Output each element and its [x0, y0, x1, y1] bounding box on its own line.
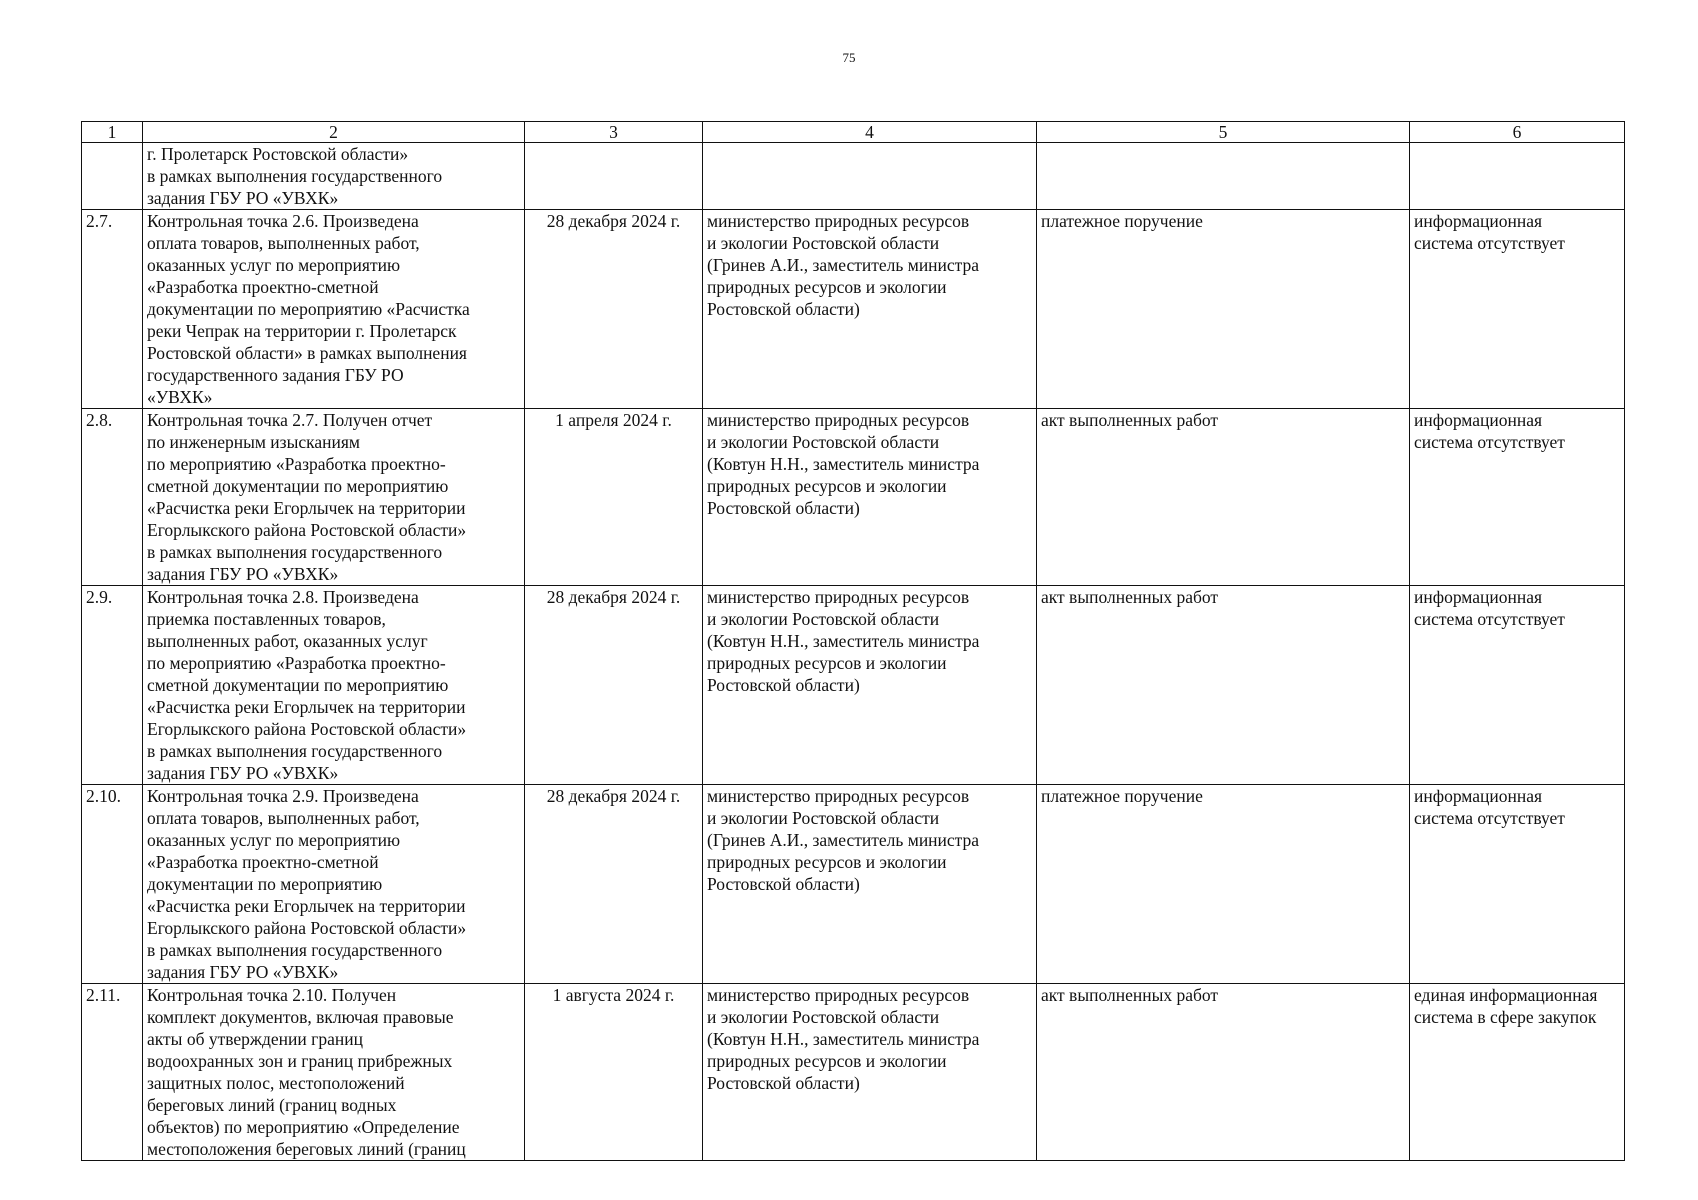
plan-table	[81, 121, 1625, 1161]
row-date: 28 декабря 2024 г.	[525, 785, 703, 984]
table-row	[82, 785, 1625, 984]
table-row	[82, 409, 1625, 586]
table-row	[82, 210, 1625, 409]
row-date: 1 апреля 2024 г.	[525, 409, 703, 586]
column-header: 4	[703, 122, 1037, 143]
column-header: 5	[1037, 122, 1410, 143]
row-number: 2.10.	[82, 785, 143, 984]
row-info-system: информационная система отсутствует	[1410, 210, 1625, 409]
row-responsible: министерство природных ресурсов и экологии Ростовской области (Гринев А.И., заместитель министра природных ресурсов и экологии Ростовской области)	[703, 210, 1037, 409]
row-description: Контрольная точка 2.7. Получен отчет по инженерным изысканиям по мероприятию «Разработка проектно- сметной документации по мероприятию «Расчистка реки Егорлычек на территории Егорлыкского района Ростовской области» в рамках выполнения государственного задания ГБУ РО «УВХК»	[143, 409, 525, 586]
row-document: акт выполненных работ	[1037, 586, 1410, 785]
row-number: 2.11.	[82, 984, 143, 1161]
row-description: Контрольная точка 2.6. Произведена оплата товаров, выполненных работ, оказанных услуг по мероприятию «Разработка проектно-сметной документации по мероприятию «Расчистка реки Чепрак на территории г. Пролетарск Ростовской области» в рамках выполнения государственного задания ГБУ РО «УВХК»	[143, 210, 525, 409]
row-responsible: министерство природных ресурсов и экологии Ростовской области (Гринев А.И., заместитель министра природных ресурсов и экологии Ростовской области)	[703, 785, 1037, 984]
row-date: 28 декабря 2024 г.	[525, 586, 703, 785]
row-responsible: министерство природных ресурсов и экологии Ростовской области (Ковтун Н.Н., заместитель министра природных ресурсов и экологии Ростовской области)	[703, 409, 1037, 586]
row-responsible	[703, 143, 1037, 210]
row-document	[1037, 143, 1410, 210]
row-description: г. Пролетарск Ростовской области» в рамках выполнения государственного задания ГБУ РО «УВХК»	[143, 143, 525, 210]
table-row	[82, 143, 1625, 210]
row-description: Контрольная точка 2.8. Произведена приемка поставленных товаров, выполненных работ, оказанных услуг по мероприятию «Разработка проектно- сметной документации по мероприятию «Расчистка реки Егорлычек на территории Егорлыкского района Ростовской области» в рамках выполнения государственного задания ГБУ РО «УВХК»	[143, 586, 525, 785]
table-header-row	[82, 122, 1625, 143]
page-number: 75	[842, 50, 856, 65]
row-date: 28 декабря 2024 г.	[525, 210, 703, 409]
column-header: 3	[525, 122, 703, 143]
row-number	[82, 143, 143, 210]
row-description: Контрольная точка 2.9. Произведена оплата товаров, выполненных работ, оказанных услуг по мероприятию «Разработка проектно-сметной документации по мероприятию «Расчистка реки Егорлычек на территории Егорлыкского района Ростовской области» в рамках выполнения государственного задания ГБУ РО «УВХК»	[143, 785, 525, 984]
row-description: Контрольная точка 2.10. Получен комплект документов, включая правовые акты об утверждении границ водоохранных зон и границ прибрежных защитных полос, местоположений береговых линий (границ водных объектов) по мероприятию «Определение местоположения береговых линий (границ	[143, 984, 525, 1161]
row-number: 2.9.	[82, 586, 143, 785]
row-date: 1 августа 2024 г.	[525, 984, 703, 1161]
column-header: 2	[143, 122, 525, 143]
row-info-system: информационная система отсутствует	[1410, 785, 1625, 984]
column-header: 6	[1410, 122, 1625, 143]
row-info-system: информационная система отсутствует	[1410, 409, 1625, 586]
table-row	[82, 984, 1625, 1161]
row-date	[525, 143, 703, 210]
row-responsible: министерство природных ресурсов и экологии Ростовской области (Ковтун Н.Н., заместитель министра природных ресурсов и экологии Ростовской области)	[703, 984, 1037, 1161]
row-document: акт выполненных работ	[1037, 409, 1410, 586]
row-document: платежное поручение	[1037, 210, 1410, 409]
row-document: акт выполненных работ	[1037, 984, 1410, 1161]
table-row	[82, 586, 1625, 785]
row-document: платежное поручение	[1037, 785, 1410, 984]
row-number: 2.8.	[82, 409, 143, 586]
column-header: 1	[82, 122, 143, 143]
row-number: 2.7.	[82, 210, 143, 409]
row-responsible: министерство природных ресурсов и экологии Ростовской области (Ковтун Н.Н., заместитель министра природных ресурсов и экологии Ростовской области)	[703, 586, 1037, 785]
row-info-system: информационная система отсутствует	[1410, 586, 1625, 785]
row-info-system	[1410, 143, 1625, 210]
row-info-system: единая информационная система в сфере закупок	[1410, 984, 1625, 1161]
